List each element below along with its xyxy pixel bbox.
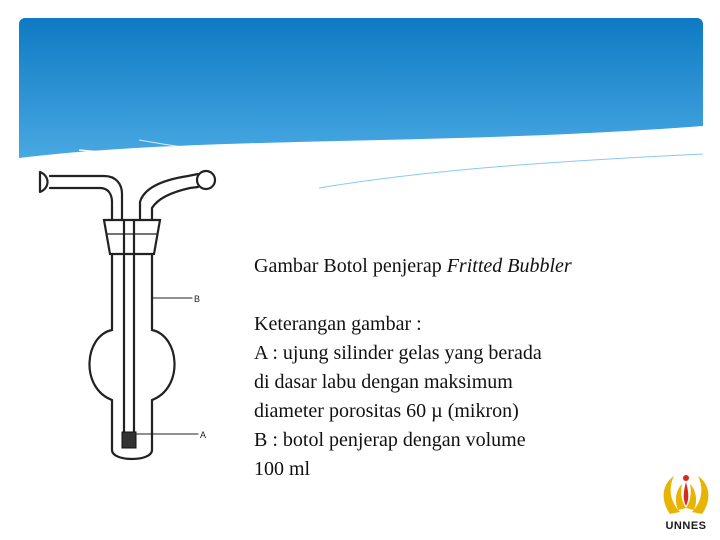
caption-line-b2: 100 ml	[254, 458, 311, 480]
caption-line-a2: di dasar labu dengan maksimum	[254, 371, 513, 393]
caption-line-a3: diameter porositas 60 µ (mikron)	[254, 400, 519, 422]
caption-line-a1: A : ujung silinder gelas yang berada	[254, 342, 542, 364]
fritted-bubbler-diagram	[28, 150, 238, 480]
unnes-emblem-icon	[656, 470, 716, 520]
caption-title-italic: Fritted Bubbler	[446, 255, 572, 277]
figure-caption	[254, 252, 614, 484]
logo-text: UNNES	[665, 520, 707, 532]
caption-heading: Keterangan gambar :	[254, 313, 422, 335]
label-a: A	[200, 430, 207, 440]
unnes-logo	[656, 470, 716, 536]
caption-title	[254, 252, 614, 281]
label-b: B	[194, 294, 201, 304]
caption-title-regular: Gambar Botol penjerap	[254, 255, 447, 277]
caption-line-b1: B : botol penjerap dengan volume	[254, 429, 526, 451]
